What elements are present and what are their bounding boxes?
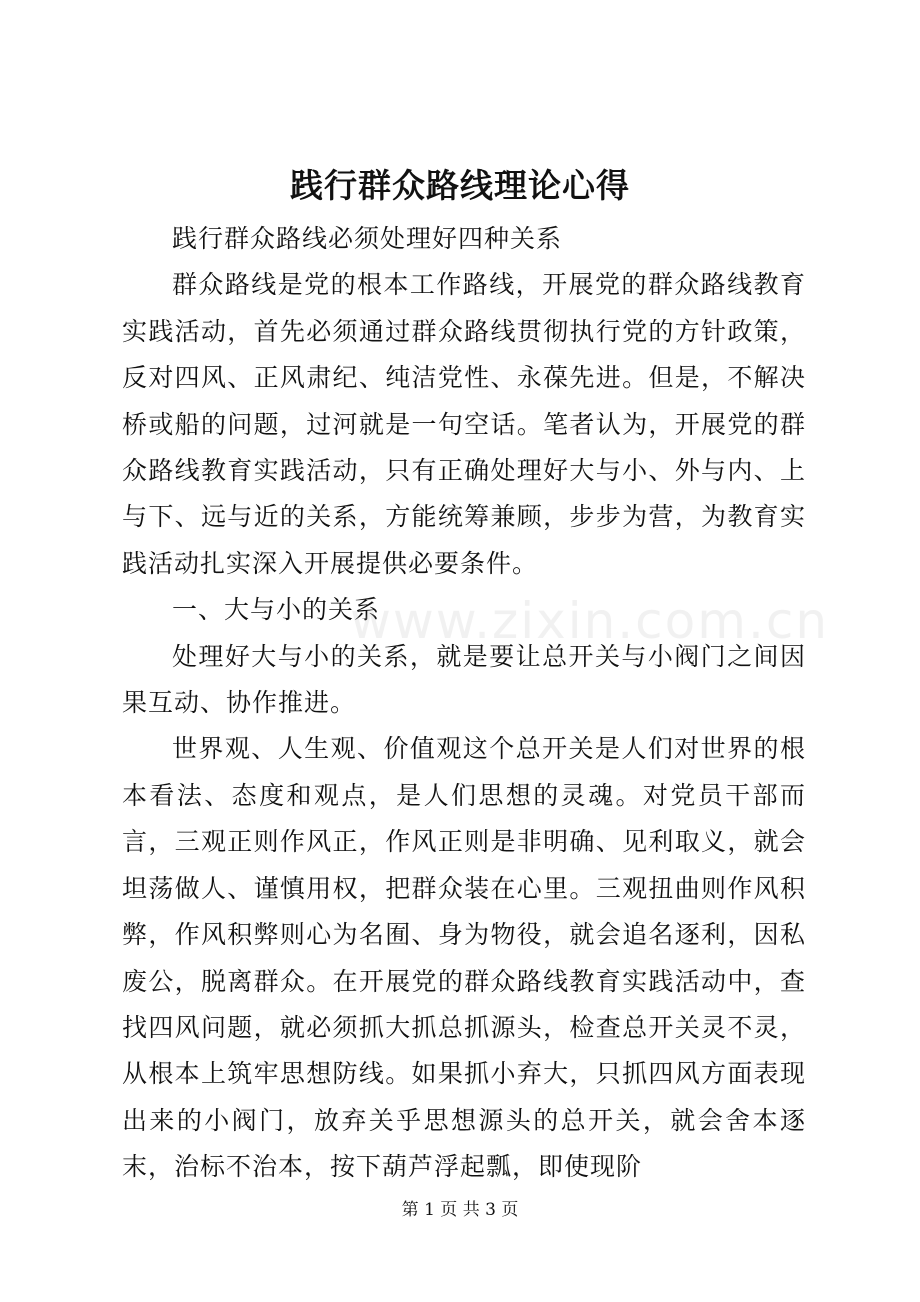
subtitle-paragraph: 践行群众路线必须处理好四种关系 <box>172 224 563 253</box>
document-body <box>122 216 806 1191</box>
watermark: www.zixin.com.cn <box>350 592 830 650</box>
body-paragraph: 世界观、人生观、价值观这个总开关是人们对世界的根本看法、态度和观点，是人们思想的灵魂。对党员干部而言，三观正则作风正，作风正则是非明确、见利取义，就会坦荡做人、谨慎用权，把群众装在心里。三观扭曲则作风积弊，作风积弊则心为名囿、身为物役，就会追名逐利，因私废公，脱离群众。在开展党的群众路线教育实践活动中，查找四风问题，就必须抓大抓总抓源头，检查总开关灵不灵，从根本上筑牢思想防线。如果抓小弃大，只抓四风方面表现出来的小阀门，放弃关乎思想源头的总开关，就会舍本逐末，治标不治本，按下葫芦浮起瓢，即使现阶 <box>122 734 806 1182</box>
body-paragraph: 处理好大与小的关系，就是要让总开关与小阀门之间因果互动、协作推进。 <box>122 641 806 718</box>
intro-paragraph: 群众路线是党的根本工作路线，开展党的群众路线教育实践活动，首先必须通过群众路线贯彻执行党的方针政策，反对四风、正风肃纪、纯洁党性、永葆先进。但是，不解决桥或船的问题，过河就是一句空话。笔者认为，开展党的群众路线教育实践活动，只有正确处理好大与小、外与内、上与下、远与近的关系，方能统筹兼顾，步步为营，为教育实践活动扎实深入开展提供必要条件。 <box>122 270 806 578</box>
page-footer: 第 1 页 共 3 页 <box>401 1200 519 1220</box>
section-heading: 一、大与小的关系 <box>172 595 381 625</box>
document-title: 践行群众路线理论心得 <box>290 166 630 205</box>
